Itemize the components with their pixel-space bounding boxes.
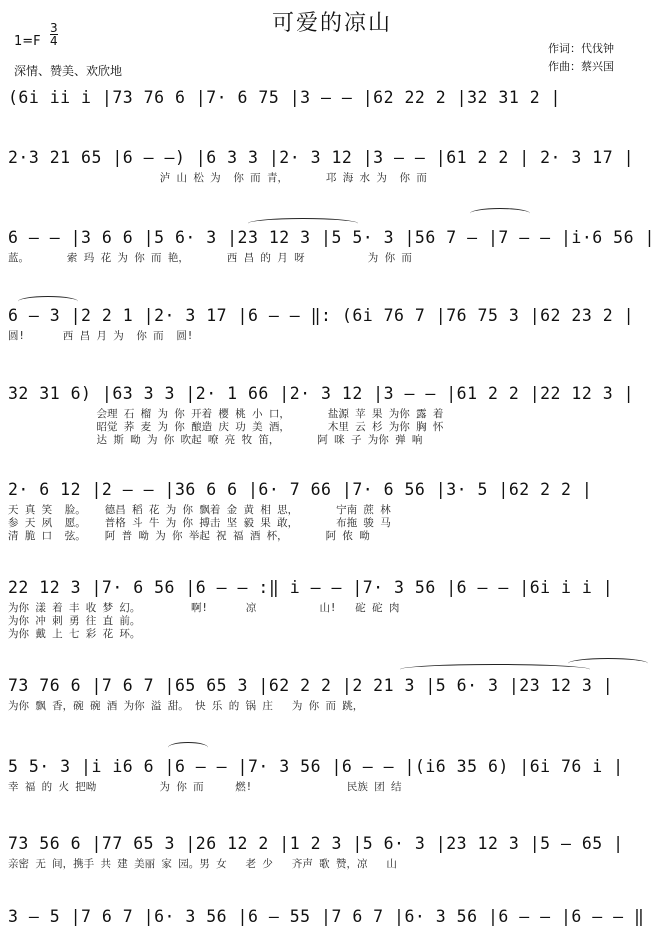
notation-line: 32 31 6) |63 3 3 |2· 1 66 |2· 3 12 |3 — — |61 2 2 |22 12 3 | xyxy=(8,384,635,403)
meter-top: 3 xyxy=(50,21,58,35)
notation-line: 2·3 21 65 |6 — —) |6 3 3 |2· 3 12 |3 — — |61 2 2 | 2· 3 17 | xyxy=(8,148,635,167)
lyric-line: 达 斯 呦 为 你 吹起 嘹 亮 牧 笛， 阿 咪 子 为你 弹 响 xyxy=(8,434,423,446)
lyric-line: 天 真 笑 脸。 德昌 稻 花 为 你 飘着 金 黄 相 思， 宁南 蔗 林 xyxy=(8,504,391,516)
lyric-line: 亲密 无 间，携手 共 建 美丽 家 园。男 女 老 少 齐声 歌 赞，凉 山 xyxy=(8,858,397,870)
notation-line: 6 — — |3 6 6 |5 6· 3 |23 12 3 |5 5· 3 |56 7 — |7 — — |i·6 56 | xyxy=(8,228,655,247)
lyric-line: 参 天 夙 愿。 普格 斗 牛 为 你 搏击 坚 毅 果 敢， 布拖 骏 马 xyxy=(8,517,391,529)
credits xyxy=(548,40,614,76)
lyricist: 作词：代伐钟 xyxy=(548,42,614,55)
notation-line: 73 76 6 |7 6 7 |65 65 3 |62 2 2 |2 21 3 |5 6· 3 |23 12 3 | xyxy=(8,676,614,695)
notation-line: 5 5· 3 |i i6 6 |6 — — |7· 3 56 |6 — — |(i6 35 6) |6i 76 i | xyxy=(8,757,624,776)
lyric-line: 为你 戴 上 七 彩 花 环。 xyxy=(8,628,141,640)
lyric-line: 清 脆 口 弦。 阿 普 呦 为 你 举起 祝 福 酒 杯， 阿 侬 呦 xyxy=(8,530,370,542)
lyric-line: 为你 漾 着 丰 收 梦 幻。 啊! 凉 山! 砣 砣 肉 xyxy=(8,602,400,614)
composer: 作曲：蔡兴国 xyxy=(548,60,614,73)
lyric-line: 泸 山 松 为 你 而 青， 邛 海 水 为 你 而 xyxy=(8,172,427,184)
key-signature: 1=F xyxy=(14,34,41,49)
lyric-line: 圆! 西 昌 月 为 你 而 圆! xyxy=(8,330,194,342)
notation-line: 73 56 6 |77 65 3 |26 12 2 |1 2 3 |5 6· 3 |23 12 3 |5 — 65 | xyxy=(8,834,624,853)
lyric-line: 蓝。 索 玛 花 为 你 而 艳， 西 昌 的 月 呀 为 你 而 xyxy=(8,252,412,264)
lyric-line: 为你 飘 香，碗 碗 酒 为你 溢 甜。 快 乐 的 锅 庄 为 你 而 跳， xyxy=(8,700,364,712)
time-signature xyxy=(50,22,58,47)
notation-line: 6 — 3 |2 2 1 |2· 3 17 |6 — — ‖: (6i 76 7 |76 75 3 |62 23 2 | xyxy=(8,306,635,325)
song-title: 可爱的凉山 xyxy=(271,11,392,36)
lyric-line: 会理 石 榴 为 你 开着 樱 桃 小 口， 盐源 苹 果 为你 露 着 xyxy=(8,408,444,420)
notation-line: 2· 6 12 |2 — — |36 6 6 |6· 7 66 |7· 6 56 |3· 5 |62 2 2 | xyxy=(8,480,593,499)
slur-mark xyxy=(470,208,530,219)
slur-mark xyxy=(400,664,590,675)
notation-line: (6i ii i |73 76 6 |7· 6 75 |3 — — |62 22 2 |32 31 2 | xyxy=(8,88,561,107)
notation-line: 3 — 5 |7 6 7 |6· 3 56 |6 — 55 |7 6 7 |6· 3 56 |6 — — |6 — — ‖ xyxy=(8,907,645,926)
lyric-line: 幸 福 的 火 把呦 为 你 而 燃! 民族 团 结 xyxy=(8,781,402,793)
meter-bottom: 4 xyxy=(50,34,58,48)
lyric-line: 昭觉 荞 麦 为 你 酿造 庆 功 美 酒， 木里 云 杉 为你 胸 怀 xyxy=(8,421,444,433)
slur-mark xyxy=(248,218,358,229)
notation-line: 22 12 3 |7· 6 56 |6 — — :‖ i — — |7· 3 56 |6 — — |6i i i | xyxy=(8,578,614,597)
slur-mark xyxy=(568,658,648,669)
lyric-line: 为你 冲 刺 勇 往 直 前。 xyxy=(8,615,141,627)
tempo-marking: 深情、赞美、欢欣地 xyxy=(14,64,123,78)
slur-mark xyxy=(18,296,78,307)
slur-mark xyxy=(168,742,208,753)
